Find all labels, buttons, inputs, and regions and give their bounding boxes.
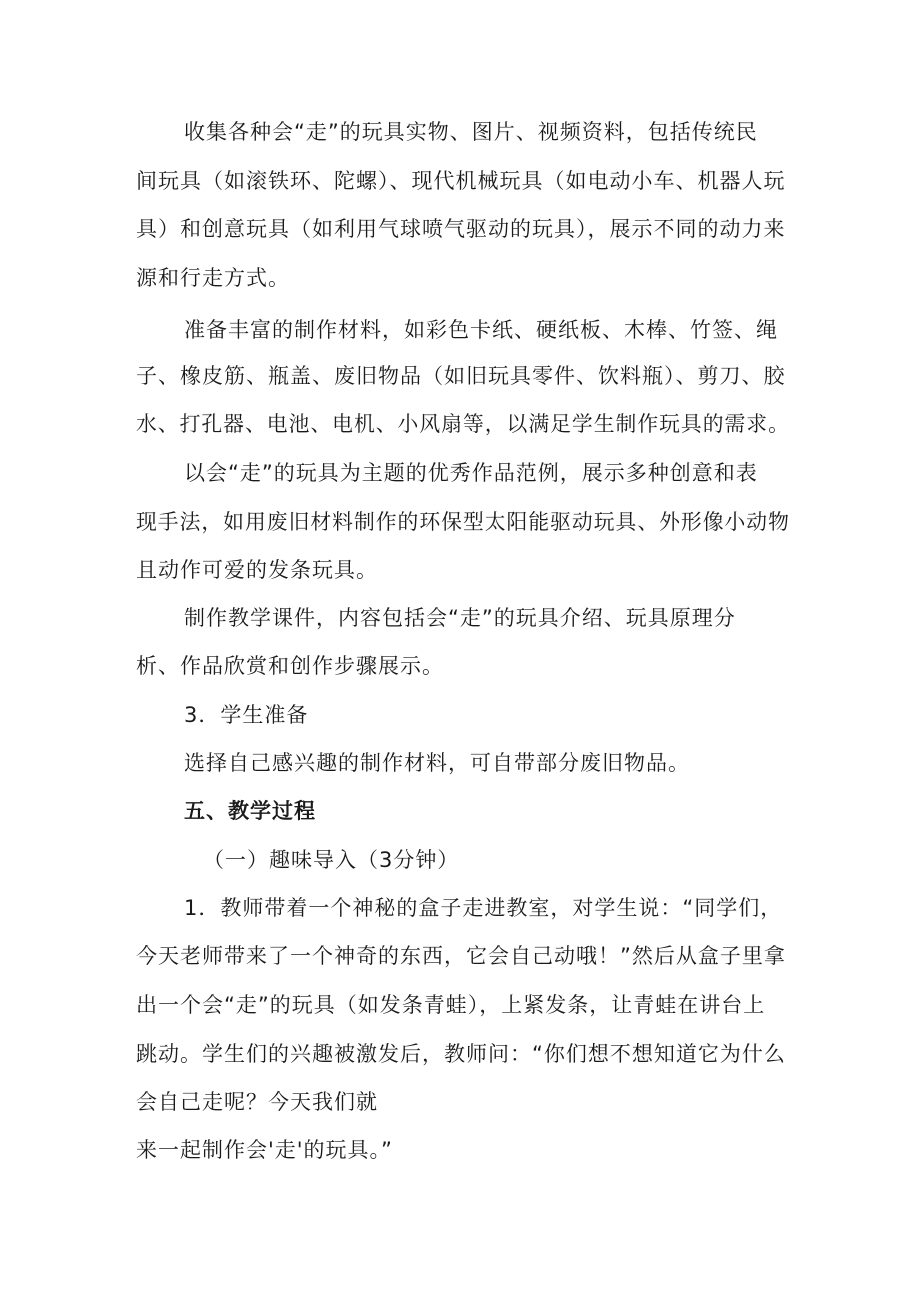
text-line: 且动作可爱的发条玩具。 xyxy=(136,558,378,582)
text-line: 1．教师带着一个神秘的盒子走进教室，对学生说：“同学们， xyxy=(184,896,783,920)
text-line: 出一个会“走”的玩具（如发条青蛙），上紧发条，让青蛙在讲台上 xyxy=(136,993,766,1017)
subsection-heading: （一）趣味导入（3分钟） xyxy=(203,848,460,872)
text-line: 会自己走呢？今天我们就 xyxy=(136,1090,378,1114)
text-line: 源和行走方式。 xyxy=(136,266,290,290)
text-line: 来一起制作会'走'的玩具。” xyxy=(136,1138,393,1162)
text-line: 以会“走”的玩具为主题的优秀作品范例，展示多种创意和表 xyxy=(184,461,758,485)
text-line: 析、作品欣赏和创作步骤展示。 xyxy=(136,654,444,678)
text-line: 具）和创意玩具（如利用气球喷气驱动的玩具），展示不同的动力来 xyxy=(136,217,786,241)
section-heading: 五、教学过程 xyxy=(184,799,316,823)
section-subheading: 3．学生准备 xyxy=(184,703,309,727)
text-line: 收集各种会“走”的玩具实物、图片、视频资料，包括传统民 xyxy=(184,120,758,144)
text-line: 跳动。学生们的兴趣被激发后，教师问：“你们想不想知道它为什么 xyxy=(136,1042,786,1066)
text-line: 制作教学课件，内容包括会“走”的玩具介绍、玩具原理分 xyxy=(184,606,736,630)
text-line: 现手法，如用废旧材料制作的环保型太阳能驱动玩具、外形像小动物 xyxy=(136,510,790,534)
text-line: 间玩具（如滚铁环、陀螺）、现代机械玩具（如电动小车、机器人玩 xyxy=(136,169,786,193)
text-line: 子、橡皮筋、瓶盖、废旧物品（如旧玩具零件、饮料瓶）、剪刀、胶 xyxy=(136,364,786,388)
text-line: 准备丰富的制作材料，如彩色卡纸、硬纸板、木棒、竹签、绳 xyxy=(184,318,778,342)
text-line: 今天老师带来了一个神奇的东西，它会自己动哦！”然后从盒子里拿 xyxy=(136,944,786,968)
text-line: 水、打孔器、电池、电机、小风扇等，以满足学生制作玩具的需求。 xyxy=(136,412,790,436)
text-line: 选择自己感兴趣的制作材料，可自带部分废旧物品。 xyxy=(184,751,690,775)
